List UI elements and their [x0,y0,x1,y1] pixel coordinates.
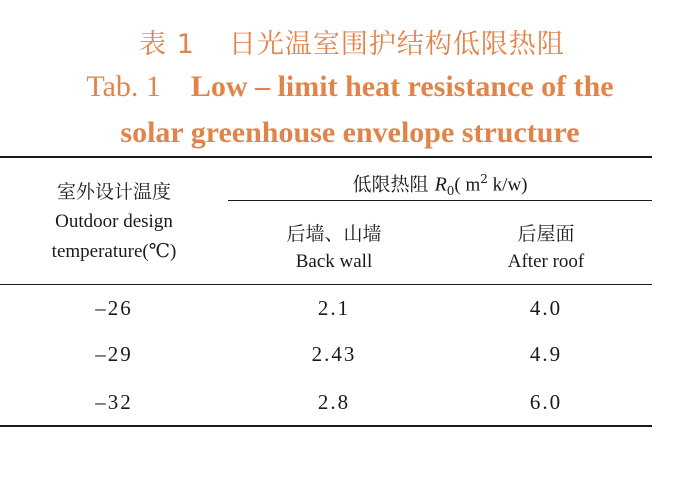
caption-title-en-line1: Low – limit heat resistance of the [190,70,614,103]
header-resist-symbol: R [434,173,447,196]
table-top-rule [0,156,652,158]
caption-title-cn: 日光温室围护结构低限热阻 [228,29,565,60]
table-caption-english-line1 [0,70,700,104]
header-roof-cn: 后屋面 [517,223,575,245]
header-resist-unit-pre: ( m [454,174,481,196]
row-3-back: 2.8 [317,390,351,414]
row-3-temp: –32 [95,390,133,414]
header-back-en: Back wall [295,251,373,272]
header-resist-unit-post: k/w) [487,174,528,196]
table-header-rule [0,284,652,285]
header-resist-unit-sup: 2 [480,172,488,186]
row-3-roof: 6.0 [529,390,563,414]
table-caption-chinese [0,22,700,61]
table-bottom-rule [0,425,652,427]
row-2-temp: –29 [95,342,133,366]
header-roof-en: After roof [507,251,585,272]
row-1-roof: 4.0 [529,296,563,320]
header-temp-en2: temperature(℃) [51,241,177,262]
header-after-roof [440,220,652,276]
header-back-wall [228,220,440,276]
header-temp-en1: Outdoor design [55,211,173,232]
caption-label-cn: 表 1 [139,29,195,60]
row-1-back: 2.1 [317,296,351,320]
caption-label-en: Tab. 1 [86,70,161,103]
table-caption-english-line2: solar greenhouse envelope structure [120,116,580,149]
header-resist-sub: 0 [446,184,455,199]
header-temp-cn: 室外设计温度 [56,181,171,203]
row-2-roof: 4.9 [529,342,563,366]
header-outdoor-temperature [14,177,214,267]
row-2-back: 2.43 [311,342,357,366]
header-heat-resistance [228,166,652,204]
header-back-cn: 后墙、山墙 [286,223,382,245]
row-1-temp: –26 [95,296,133,320]
header-resist-cn: 低限热阻 [352,173,429,196]
